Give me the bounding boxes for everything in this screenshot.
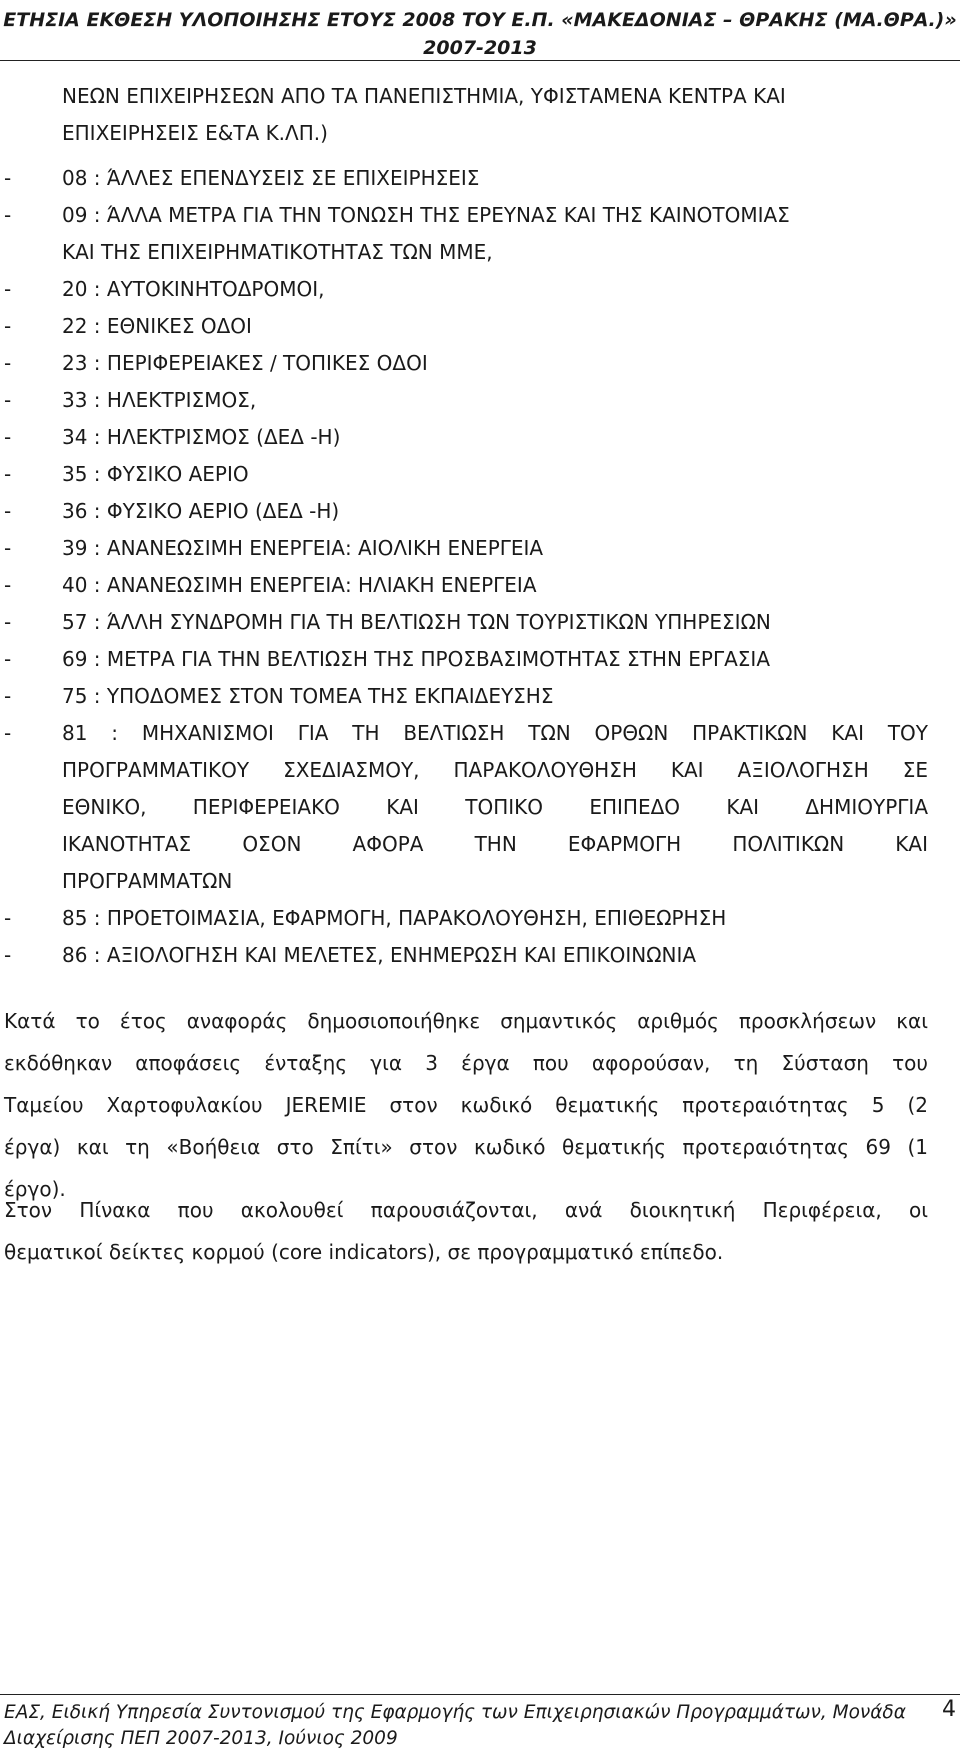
header-divider <box>0 60 960 61</box>
list-bullet: - <box>4 388 12 412</box>
header-title: ΕΤΗΣΙΑ ΕΚΘΕΣΗ ΥΛΟΠΟΙΗΣΗΣ ΕΤΟΥΣ 2008 ΤΟΥ Ε.Π. «ΜΑΚΕΔΟΝΙΑΣ – ΘΡΑΚΗΣ (ΜΑ.ΘΡΑ.)» <box>3 9 957 31</box>
paragraph-line: Ταμείου Χαρτοφυλακίου JEREMIE στον κωδικό θεματικής προτεραιότητας 5 (2 <box>4 1093 928 1117</box>
list-item <box>0 937 960 974</box>
list-bullet: - <box>4 203 12 227</box>
list-item-text: 39 : ΑΝΑΝΕΩΣΙΜΗ ΕΝΕΡΓΕΙΑ: ΑΙΟΛΙΚΗ ΕΝΕΡΓΕΙΑ <box>62 536 544 560</box>
list-item <box>0 308 960 345</box>
list-item-text: 33 : ΗΛΕΚΤΡΙΣΜΟΣ, <box>62 388 257 412</box>
list-item-text: 40 : ΑΝΑΝΕΩΣΙΜΗ ΕΝΕΡΓΕΙΑ: ΗΛΙΑΚΗ ΕΝΕΡΓΕΙΑ <box>62 573 537 597</box>
page-number: 4 <box>942 1697 956 1722</box>
list-item <box>0 271 960 308</box>
header-period: 2007-2013 <box>423 37 537 59</box>
footer-divider <box>0 1694 960 1695</box>
list-bullet: - <box>4 610 12 634</box>
list-item <box>0 160 960 197</box>
intro-text <box>62 78 928 152</box>
list-item <box>0 567 960 604</box>
paragraph-line: θεματικοί δείκτες κορμού (core indicators), σε προγραμματικό επίπεδο. <box>4 1240 724 1264</box>
intro-line: ΝΕΩΝ ΕΠΙΧΕΙΡΗΣΕΩΝ ΑΠΟ ΤΑ ΠΑΝΕΠΙΣΤΗΜΙΑ, ΥΦΙΣΤΑΜΕΝΑ ΚΕΝΤΡΑ ΚΑΙ <box>62 84 786 108</box>
list-item <box>0 493 960 530</box>
list-item-text: 81 : ΜΗΧΑΝΙΣΜΟΙ ΓΙΑ ΤΗ ΒΕΛΤΙΩΣΗ ΤΩΝ ΟΡΘΩΝ ΠΡΑΚΤΙΚΩΝ ΚΑΙ ΤΟΥ <box>62 721 928 745</box>
list-bullet: - <box>4 166 12 190</box>
footer-line: ΕΑΣ, Ειδική Υπηρεσία Συντονισμού της Εφαρμογής των Επιχειρησιακών Προγραμμάτων, Μονάδα <box>4 1702 906 1723</box>
page-header <box>0 6 960 62</box>
list-item-text: 86 : ΑΞΙΟΛΟΓΗΣΗ ΚΑΙ ΜΕΛΕΤΕΣ, ΕΝΗΜΕΡΩΣΗ ΚΑΙ ΕΠΙΚΟΙΝΩΝΙΑ <box>62 943 697 967</box>
list-item <box>0 197 960 271</box>
paragraph-line: εκδόθηκαν αποφάσεις ένταξης για 3 έργα που αφορούσαν, τη Σύσταση του <box>4 1051 928 1075</box>
list-item <box>0 382 960 419</box>
list-item-text: 75 : ΥΠΟΔΟΜΕΣ ΣΤΟΝ ΤΟΜΕΑ ΤΗΣ ΕΚΠΑΙΔΕΥΣΗΣ <box>62 684 554 708</box>
list-item-text: 22 : ΕΘΝΙΚΕΣ ΟΔΟΙ <box>62 314 252 338</box>
list-item <box>0 678 960 715</box>
list-bullet: - <box>4 499 12 523</box>
list-item-text: ΕΘΝΙΚΟ, ΠΕΡΙΦΕΡΕΙΑΚΟ ΚΑΙ ΤΟΠΙΚΟ ΕΠΙΠΕΔΟ ΚΑΙ ΔΗΜΙΟΥΡΓΙΑ <box>62 795 928 819</box>
list-item-text: 20 : ΑΥΤΟΚΙΝΗΤΟΔΡΟΜΟΙ, <box>62 277 325 301</box>
paragraph-core-indicators <box>4 1189 928 1273</box>
list-item-text: ΚΑΙ ΤΗΣ ΕΠΙΧΕΙΡΗΜΑΤΙΚΟΤΗΤΑΣ ΤΩΝ ΜΜΕ, <box>62 240 493 264</box>
paragraph-reporting-year <box>4 1000 928 1210</box>
list-bullet: - <box>4 721 12 745</box>
list-item <box>0 715 960 900</box>
list-item-text: 69 : ΜΕΤΡΑ ΓΙΑ ΤΗΝ ΒΕΛΤΙΩΣΗ ΤΗΣ ΠΡΟΣΒΑΣΙΜΟΤΗΤΑΣ ΣΤΗΝ ΕΡΓΑΣΙΑ <box>62 647 770 671</box>
list-item <box>0 419 960 456</box>
list-item-text: 36 : ΦΥΣΙΚΟ ΑΕΡΙΟ (ΔΕΔ -Η) <box>62 499 340 523</box>
list-bullet: - <box>4 536 12 560</box>
list-item-text: 09 : ΆΛΛΑ ΜΕΤΡΑ ΓΙΑ ΤΗΝ ΤΟΝΩΣΗ ΤΗΣ ΕΡΕΥΝΑΣ ΚΑΙ ΤΗΣ ΚΑΙΝΟΤΟΜΙΑΣ <box>62 203 790 227</box>
list-item <box>0 456 960 493</box>
list-bullet: - <box>4 647 12 671</box>
list-bullet: - <box>4 425 12 449</box>
page-footer <box>4 1700 904 1752</box>
list-bullet: - <box>4 906 12 930</box>
paragraph-line: Κατά το έτος αναφοράς δημοσιοποιήθηκε σημαντικός αριθμός προσκλήσεων και <box>4 1009 928 1033</box>
list-item-text: 08 : ΆΛΛΕΣ ΕΠΕΝΔΥΣΕΙΣ ΣΕ ΕΠΙΧΕΙΡΗΣΕΙΣ <box>62 166 480 190</box>
list-bullet: - <box>4 573 12 597</box>
intro-line: ΕΠΙΧΕΙΡΗΣΕΙΣ Ε&ΤΑ Κ.ΛΠ.) <box>62 121 328 145</box>
list-item-text: 57 : ΆΛΛΗ ΣΥΝΔΡΟΜΗ ΓΙΑ ΤΗ ΒΕΛΤΙΩΣΗ ΤΩΝ ΤΟΥΡΙΣΤΙΚΩΝ ΥΠΗΡΕΣΙΩΝ <box>62 610 771 634</box>
list-item <box>0 604 960 641</box>
list-bullet: - <box>4 462 12 486</box>
list-item-text: 35 : ΦΥΣΙΚΟ ΑΕΡΙΟ <box>62 462 249 486</box>
list-bullet: - <box>4 277 12 301</box>
list-bullet: - <box>4 943 12 967</box>
list-bullet: - <box>4 314 12 338</box>
list-item <box>0 900 960 937</box>
list-item-text: 23 : ΠΕΡΙΦΕΡΕΙΑΚΕΣ / ΤΟΠΙΚΕΣ ΟΔΟΙ <box>62 351 428 375</box>
list-item-text: ΙΚΑΝΟΤΗΤΑΣ ΟΣΟΝ ΑΦΟΡΑ ΤΗΝ ΕΦΑΡΜΟΓΗ ΠΟΛΙΤΙΚΩΝ ΚΑΙ <box>62 832 928 856</box>
list-item <box>0 530 960 567</box>
list-item-text: ΠΡΟΓΡΑΜΜΑΤΩΝ <box>62 869 233 893</box>
paragraph-line: έργα) και τη «Βοήθεια στο Σπίτι» στον κωδικό θεματικής προτεραιότητας 69 (1 <box>4 1135 928 1159</box>
paragraph-line: έργο). <box>4 1177 66 1201</box>
list-bullet: - <box>4 351 12 375</box>
list-item-text: ΠΡΟΓΡΑΜΜΑΤΙΚΟΥ ΣΧΕΔΙΑΣΜΟΥ, ΠΑΡΑΚΟΛΟΥΘΗΣΗ ΚΑΙ ΑΞΙΟΛΟΓΗΣΗ ΣΕ <box>62 758 928 782</box>
footer-line: Διαχείρισης ΠΕΠ 2007-2013, Ιούνιος 2009 <box>4 1728 398 1749</box>
paragraph-line: Στον Πίνακα που ακολουθεί παρουσιάζονται, ανά διοικητική Περιφέρεια, οι <box>4 1198 928 1222</box>
list-bullet: - <box>4 684 12 708</box>
list-item <box>0 345 960 382</box>
list-item <box>0 641 960 678</box>
list-item-text: 34 : ΗΛΕΚΤΡΙΣΜΟΣ (ΔΕΔ -Η) <box>62 425 341 449</box>
list-item-text: 85 : ΠΡΟΕΤΟΙΜΑΣΙΑ, ΕΦΑΡΜΟΓΗ, ΠΑΡΑΚΟΛΟΥΘΗΣΗ, ΕΠΙΘΕΩΡΗΣΗ <box>62 906 727 930</box>
